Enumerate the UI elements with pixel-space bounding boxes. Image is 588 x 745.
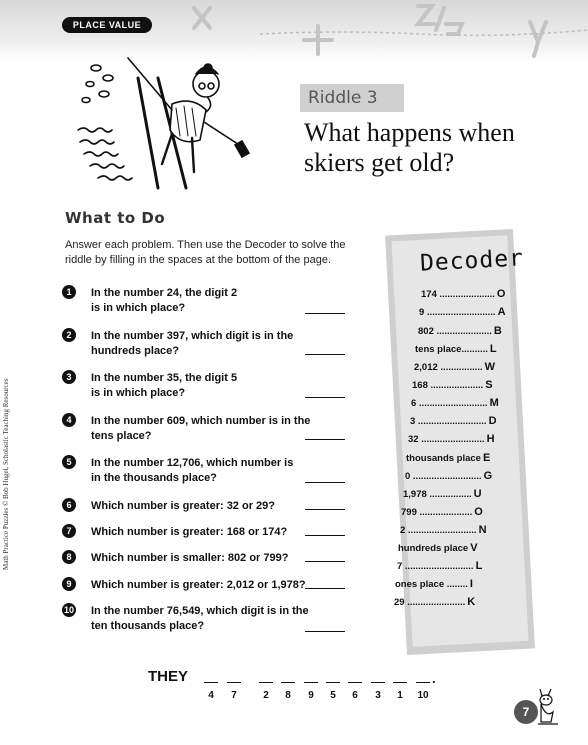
answer-blank[interactable] <box>304 682 318 683</box>
decoder-entry <box>411 397 499 409</box>
blank-clue-number: 3 <box>375 690 381 701</box>
answer-blank[interactable] <box>227 682 241 683</box>
decoder-entry-letter: K <box>467 596 476 608</box>
problem-line: ten thousands place? <box>91 620 205 632</box>
answer-blank[interactable] <box>416 682 430 683</box>
problem-line: In the number 397, which digit is in the <box>91 330 294 342</box>
blank-clue-number: 2 <box>263 690 269 701</box>
blank-clue-number: 1 <box>397 690 403 701</box>
answer-line[interactable] <box>305 397 345 398</box>
problem-number-badge: 8 <box>62 550 76 564</box>
answer-line[interactable] <box>305 509 345 510</box>
problem-number-badge: 10 <box>63 605 74 615</box>
blank-clue-number: 7 <box>231 690 237 701</box>
decoder-entry <box>410 415 497 427</box>
problem-number-badge: 6 <box>62 498 76 512</box>
decoder-entry-value: 2,012 ................ <box>414 362 483 373</box>
decoder-title: Decoder <box>419 245 525 277</box>
problem-text <box>91 499 313 514</box>
decoder-entry <box>405 470 492 482</box>
skier-illustration <box>68 38 268 198</box>
problem-line: in the thousands place? <box>91 472 217 484</box>
decoder-entry <box>403 488 482 500</box>
blank-clue-number: 5 <box>330 690 336 701</box>
problem-text <box>91 578 321 593</box>
answer-blank[interactable] <box>281 682 295 683</box>
blank-clue-number: 10 <box>417 690 429 701</box>
section-tag: PLACE VALUE <box>62 17 152 33</box>
decoder-entry-letter: I <box>469 578 473 590</box>
decoder-entry-value: 6 .......................... <box>411 398 488 409</box>
problem-line: Which number is greater: 32 or 29? <box>91 500 275 512</box>
riddle-question <box>304 118 574 178</box>
decoder-entry-value: 2 .......................... <box>400 525 477 536</box>
decoder-entry-letter: L <box>475 560 483 572</box>
problem-text <box>91 414 313 444</box>
decoder-entry <box>401 506 483 518</box>
blank-clue-number: 8 <box>285 690 291 701</box>
decoder-entry-letter: N <box>478 524 487 536</box>
answer-line[interactable] <box>305 482 345 483</box>
answer-line[interactable] <box>305 313 345 314</box>
decoder-entry-letter: D <box>488 415 497 427</box>
problem-text <box>91 551 313 566</box>
blank-clue-number: 6 <box>352 690 358 701</box>
problem-line: Which number is smaller: 802 or 799? <box>91 552 289 564</box>
answer-blank[interactable] <box>204 682 218 683</box>
decoder-entry-value: 32 ........................ <box>408 434 485 445</box>
decoder-entry <box>398 542 478 554</box>
instructions-line: Answer each problem. Then use the Decoder to solve the <box>65 239 346 251</box>
answer-blank[interactable] <box>348 682 362 683</box>
problem-line: In the number 609, which number is in the <box>91 415 311 427</box>
decoder-entry-value: 168 .................... <box>412 380 484 391</box>
problem-number-badge: 5 <box>62 455 76 469</box>
decoder-entry-letter: O <box>496 288 506 300</box>
decoder-entry-value: 0 .......................... <box>405 471 482 482</box>
decoder-entry <box>412 379 493 391</box>
decoder-entry-letter: V <box>470 542 478 554</box>
decoder-entry-value: 29 ...................... <box>394 597 466 608</box>
decoder-entry-letter: W <box>484 361 496 373</box>
decoder-entry-letter: B <box>493 325 502 337</box>
problem-line: Which number is greater: 2,012 or 1,978? <box>91 579 306 591</box>
problem-number-badge: 9 <box>62 577 76 591</box>
decoder-entry-letter: L <box>489 343 497 355</box>
problem-line: Which number is greater: 168 or 174? <box>91 526 288 538</box>
problem-line: In the number 24, the digit 2 <box>91 287 238 299</box>
decoder-entry-value: 174 ..................... <box>421 289 495 300</box>
problem-text <box>91 604 313 634</box>
decoder-entry-value: 7 .......................... <box>397 561 474 572</box>
problem-text <box>91 456 313 486</box>
decoder-entry <box>395 578 473 590</box>
decoder-entry-letter: E <box>482 452 491 464</box>
decoder-entry <box>394 596 475 608</box>
blank-clue-number: 9 <box>308 690 314 701</box>
problem-line: tens place? <box>91 430 152 442</box>
decoder-entry <box>408 433 495 445</box>
decoder-entry-value: ones place ........ <box>395 579 468 590</box>
answer-blank[interactable] <box>326 682 340 683</box>
problem-line: is in which place? <box>91 387 186 399</box>
side-credit: Math Practice Puzzles © Bob Hugel, Scholastic Teaching Resources <box>2 378 10 570</box>
answer-line[interactable] <box>305 631 345 632</box>
decoder-entry-value: 802 ..................... <box>418 326 492 337</box>
answer-line[interactable] <box>305 535 345 536</box>
answer-blank[interactable] <box>393 682 407 683</box>
problem-text <box>91 371 313 401</box>
answer-line[interactable] <box>305 588 345 589</box>
answer-line[interactable] <box>305 561 345 562</box>
instructions-line: riddle by filling in the spaces at the bottom of the page. <box>65 254 331 266</box>
decoder-entry <box>418 325 502 337</box>
problem-line: In the number 76,549, which digit is in the <box>91 605 309 617</box>
decoder-entry-letter: U <box>473 488 482 500</box>
answer-blank[interactable] <box>259 682 273 683</box>
decoder-entry-value: hundreds place <box>398 543 469 554</box>
problem-line: is in which place? <box>91 302 186 314</box>
riddle-question-line: What happens when <box>304 118 515 147</box>
decoder-entry <box>415 343 497 355</box>
decoder-entry-letter: H <box>486 433 495 445</box>
decoder-entry-letter: O <box>474 506 483 518</box>
instructions <box>65 238 365 268</box>
blank-clue-number: 4 <box>208 690 214 701</box>
answer-line[interactable] <box>305 439 345 440</box>
answer-line[interactable] <box>305 354 345 355</box>
decoder-entry-letter: S <box>485 379 493 391</box>
decoder-entry-value: 9 .......................... <box>419 307 496 318</box>
problem-line: In the number 12,706, which number is <box>91 457 294 469</box>
answer-prefix-word: THEY <box>148 668 189 685</box>
problem-number-badge: 4 <box>62 413 76 427</box>
problem-line: hundreds place? <box>91 345 180 357</box>
decoder-entry <box>421 288 505 300</box>
decoder-entry-letter: M <box>489 397 499 409</box>
decoder-entry <box>414 361 495 373</box>
problem-number-badge: 1 <box>62 285 76 299</box>
decoder-entry-value: 1,978 ................ <box>403 489 472 500</box>
riddle-question-line: skiers get old? <box>304 148 455 177</box>
problem-text <box>91 525 313 540</box>
problem-number-badge: 7 <box>62 524 76 538</box>
problem-number-badge: 2 <box>62 328 76 342</box>
answer-period: . <box>432 671 436 686</box>
riddle-label: Riddle 3 <box>300 84 404 112</box>
problem-number-badge: 3 <box>62 370 76 384</box>
decoder-entry-value: thousands place <box>406 453 481 464</box>
decoder-entry-letter: A <box>497 306 506 318</box>
decoder-entry <box>406 452 490 464</box>
decoder-entry <box>419 306 506 318</box>
problem-line: In the number 35, the digit 5 <box>91 372 238 384</box>
decoder-entry-value: 3 .......................... <box>410 416 487 427</box>
decoder-entry <box>397 560 482 572</box>
problem-text <box>91 286 313 316</box>
decoder-entry-value: tens place.......... <box>415 344 488 355</box>
decoder-entry-letter: G <box>483 470 493 482</box>
decoder-entry <box>400 524 487 536</box>
what-to-do-heading: What to Do <box>65 209 166 227</box>
answer-blank[interactable] <box>371 682 385 683</box>
decoder-entry-value: 799 .................... <box>401 507 473 518</box>
problem-text <box>91 329 313 359</box>
page-number: 7 <box>514 700 538 724</box>
